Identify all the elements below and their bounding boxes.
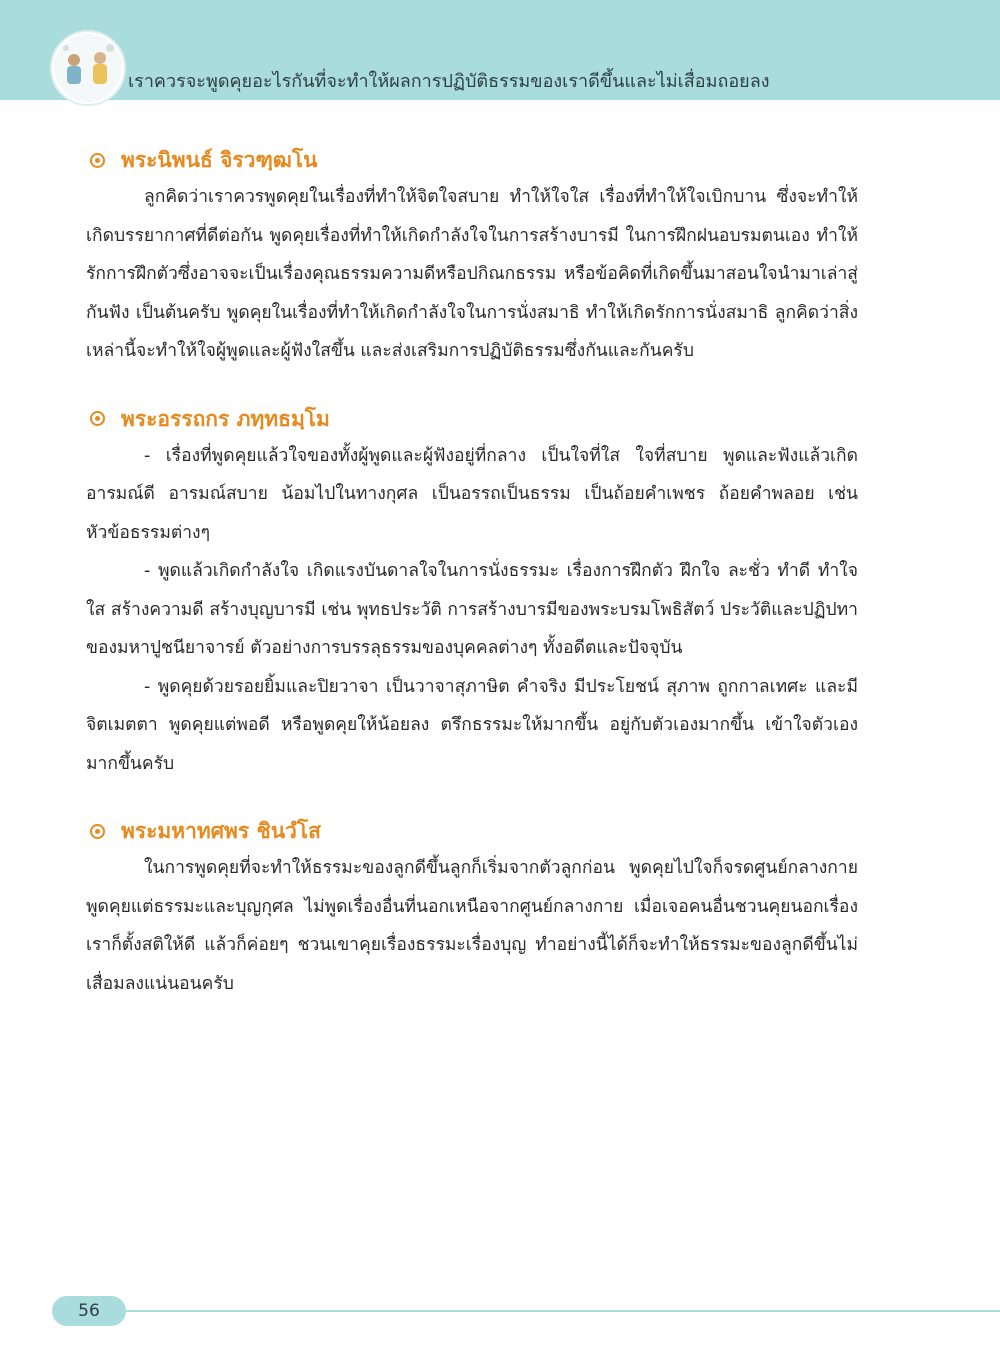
page-number: 56 bbox=[52, 1296, 126, 1326]
paragraph: - เรื่องที่พูดคุยแล้วใจของทั้งผู้พูดและผู้ฟังอยู่ที่กลาง เป็นใจที่ใส ใจที่สบาย พูดและฟังแล้วเกิดอารมณ์ดี อารมณ์สบาย น้อมไปในทางกุศล เป็นอรรถเป็นธรรม เป็นถ้อยคำเพชร ถ้อยคำพลอย เช่น หัวข้อธรรมต่างๆ bbox=[86, 445, 858, 543]
header-title: เราควรจะพูดคุยอะไรกันที่จะทำให้ผลการปฏิบัติธรรมของเราดีขึ้นและไม่เสื่อมถอยลง bbox=[128, 71, 770, 92]
section-2 bbox=[86, 401, 858, 784]
bullet-icon bbox=[90, 824, 105, 839]
section-heading bbox=[86, 813, 858, 849]
section-heading bbox=[86, 401, 858, 437]
bullet-icon bbox=[90, 411, 105, 426]
section-1 bbox=[86, 142, 858, 371]
section-heading bbox=[86, 142, 858, 178]
section-title: พระมหาทศพร ชินวํโส bbox=[121, 819, 321, 843]
paragraph: ลูกคิดว่าเราควรพูดคุยในเรื่องที่ทำให้จิตใจสบาย ทำให้ใจใส เรื่องที่ทำให้ใจเบิกบาน ซึ่งจะทำให้เกิดบรรยากาศที่ดีต่อกัน พูดคุยเรื่องที่ทำให้เกิดกำลังใจในการสร้างบารมี ในการฝึกฝนอบรมตนเอง ทำให้รักการฝึกตัวซึ่งอาจจะเป็นเรื่องคุณธรรมความดีหรือปกิณกธรรม หรือข้อคิดที่เกิดขึ้นมาสอนใจนำมาเล่าสู่กันฟัง เป็นต้นครับ พูดคุยในเรื่องที่ทำให้เกิดกำลังใจในการนั่งสมาธิ ทำให้เกิดรักการนั่งสมาธิ ลูกคิดว่าสิ่งเหล่านี้จะทำให้ใจผู้พูดและผู้ฟังใสขึ้น และส่งเสริมการปฏิบัติธรรมซึ่งกันและกันครับ bbox=[86, 187, 858, 361]
section-title: พระอรรถกร ภทฺทธมฺโม bbox=[121, 406, 330, 431]
footer-divider bbox=[120, 1310, 1000, 1312]
section-3 bbox=[86, 813, 858, 1003]
section-title: พระนิพนธ์ จิรวฑฺฒโน bbox=[121, 148, 318, 172]
paragraph: - พูดแล้วเกิดกำลังใจ เกิดแรงบันดาลใจในการนั่งธรรมะ เรื่องการฝึกตัว ฝึกใจ ละชั่ว ทำดี ทำใจใส สร้างความดี สร้างบุญบารมี เช่น พุทธประวัติ การสร้างบารมีของพระบรมโพธิสัตว์ ประวัติและปฏิปทาของมหาปูชนียาจารย์ ตัวอย่างการบรรลุธรรมของบุคคลต่างๆ ทั้งอดีตและปัจจุบัน bbox=[86, 561, 858, 658]
paragraph: ในการพูดคุยที่จะทำให้ธรรมะของลูกดีขึ้นลูกก็เริ่มจากตัวลูกก่อน พูดคุยไปใจก็จรดศูนย์กลางกาย พูดคุยแต่ธรรมะและบุญกุศล ไม่พูดเรื่องอื่นที่นอกเหนือจากศูนย์กลางกาย เมื่อเจอคนอื่นชวนคุยนอกเรื่องเราก็ตั้งสติให้ดี แล้วก็ค่อยๆ ชวนเขาคุยเรื่องธรรมะเรื่องบุญ ทำอย่างนี้ได้ก็จะทำให้ธรรมะของลูกดีขึ้นไม่เสื่อมลงแน่นอนครับ bbox=[86, 858, 858, 994]
main-content bbox=[86, 142, 858, 1003]
paragraph: - พูดคุยด้วยรอยยิ้มและปิยวาจา เป็นวาจาสุภาษิต คำจริง มีประโยชน์ สุภาพ ถูกกาลเทศะ และมีจิตเมตตา พูดคุยแต่พอดี หรือพูดคุยให้น้อยลง ตรึกธรรมะให้มากขึ้น อยู่กับตัวเองมากขึ้น เข้าใจตัวเองมากขึ้นครับ bbox=[86, 676, 858, 774]
bullet-icon bbox=[90, 153, 105, 168]
header-illustration-icon bbox=[50, 30, 126, 106]
